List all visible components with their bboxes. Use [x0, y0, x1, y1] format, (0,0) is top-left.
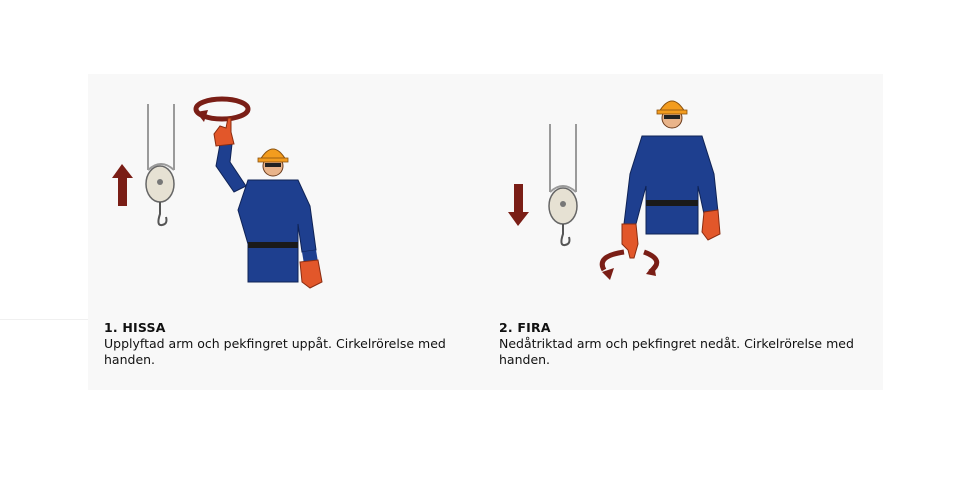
- signals-panel: [88, 74, 883, 390]
- signal-title: 2. FIRA: [499, 320, 551, 335]
- signal-title: 1. HISSA: [104, 320, 166, 335]
- divider-line: [0, 319, 88, 320]
- signal-card-fira: [484, 74, 874, 390]
- fira-caption: [499, 320, 869, 368]
- signal-description: Upplyftad arm och pekfingret uppåt. Cirkelrörelse med handen.: [104, 336, 446, 367]
- signal-card-hissa: [88, 74, 478, 390]
- worker-figure-icon: [622, 101, 720, 258]
- rotation-arrow-icon: [196, 99, 248, 122]
- signal-description: Nedåtriktad arm och pekfingret nedåt. Cirkelrörelse med handen.: [499, 336, 854, 367]
- hissa-caption: [104, 320, 474, 368]
- arrow-up-icon: [112, 164, 133, 206]
- fira-illustration: [484, 74, 874, 304]
- arrow-down-icon: [508, 184, 529, 226]
- crane-hook-icon: [146, 104, 174, 225]
- crane-hook-icon: [549, 124, 577, 245]
- worker-figure-icon: [214, 118, 322, 288]
- hissa-illustration: [88, 74, 478, 304]
